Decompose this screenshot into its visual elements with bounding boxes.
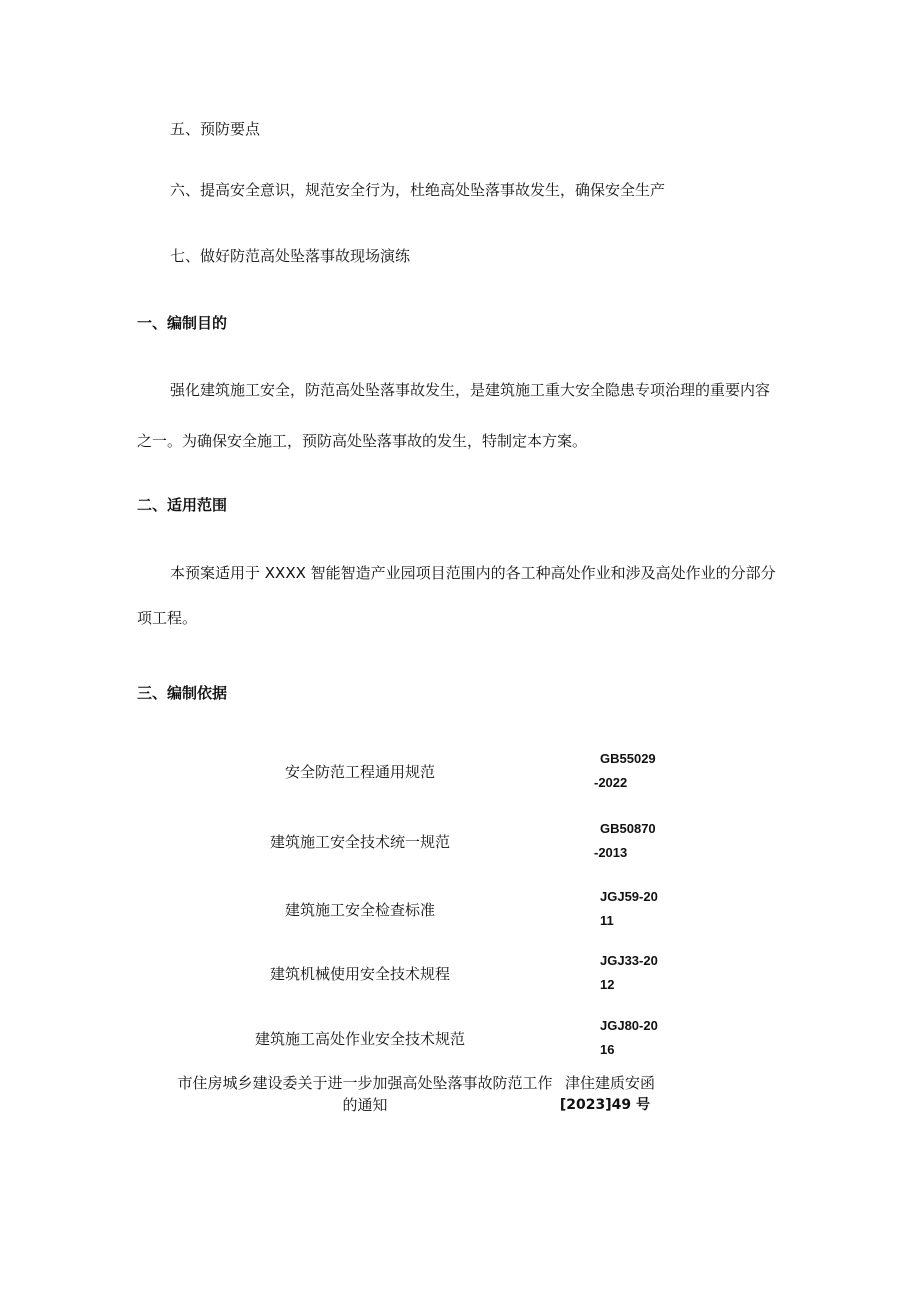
- scope-paragraph-line-2: 项工程。: [137, 609, 198, 627]
- reference-code-line-2: -2013: [594, 845, 628, 860]
- reference-code-line-1: GB50870: [600, 821, 656, 836]
- reference-title: 安全防范工程通用规范: [284, 763, 435, 781]
- reference-code-line-2: 12: [600, 977, 615, 992]
- reference-code: [594, 885, 658, 933]
- reference-title-line-2: 的通知: [342, 1096, 388, 1114]
- reference-code-line-1: JGJ80-20: [600, 1018, 658, 1033]
- reference-title-notice: [165, 1072, 565, 1116]
- reference-code-line-2: 11: [600, 913, 614, 928]
- outline-item-7: 七、做好防范高处坠落事故现场演练: [170, 247, 411, 265]
- reference-code-line-1: JGJ33-20: [600, 953, 658, 968]
- reference-code-line-1: JGJ59-20: [600, 889, 658, 904]
- outline-item-6: 六、提高安全意识，规范安全行为，杜绝高处坠落事故发生，确保安全生产: [170, 181, 666, 199]
- reference-title: 建筑施工高处作业安全技术规范: [254, 1030, 465, 1048]
- reference-code: [594, 949, 658, 997]
- reference-code-line-1: 津住建质安函: [564, 1074, 655, 1092]
- section-heading-purpose: 一、编制目的: [137, 314, 228, 332]
- scope-paragraph-line-1: 本预案适用于 XXXX 智能智造产业园项目范围内的各工种高处作业和涉及高处作业的分部分: [170, 564, 776, 582]
- reference-code-line-2: -2022: [594, 775, 628, 790]
- reference-code: [594, 747, 656, 795]
- purpose-paragraph-line-1: 强化建筑施工安全，防范高处坠落事故发生，是建筑施工重大安全隐患专项治理的重要内容: [170, 381, 771, 399]
- reference-code-line-2: 16: [600, 1042, 615, 1057]
- purpose-paragraph-line-2: 之一。为确保安全施工，预防高处坠落事故的发生，特制定本方案。: [137, 432, 588, 450]
- outline-item-5: 五、预防要点: [170, 120, 261, 138]
- reference-title: 建筑施工安全检查标准: [284, 901, 435, 919]
- reference-title-line-1: 市住房城乡建设委关于进一步加强高处坠落事故防范工作: [177, 1074, 553, 1092]
- reference-title: 建筑施工安全技术统一规范: [269, 833, 450, 851]
- reference-code-notice: [550, 1072, 670, 1116]
- reference-code-line-1: GB55029: [600, 751, 656, 766]
- reference-code-line-2: [2023]49 号: [559, 1097, 650, 1113]
- section-heading-basis: 三、编制依据: [137, 684, 228, 702]
- section-heading-scope: 二、适用范围: [137, 496, 228, 514]
- reference-code: [594, 817, 656, 865]
- reference-code: [594, 1014, 658, 1062]
- reference-title: 建筑机械使用安全技术规程: [269, 965, 450, 983]
